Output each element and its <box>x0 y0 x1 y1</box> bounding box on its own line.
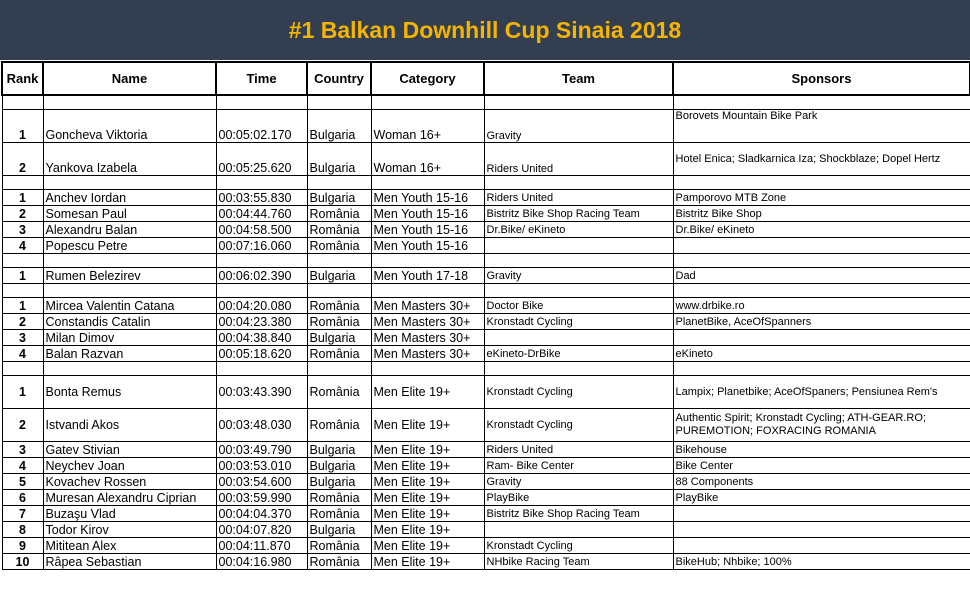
separator-cell <box>307 284 371 298</box>
category-cell: Men Masters 30+ <box>371 298 484 314</box>
country-cell: România <box>307 238 371 254</box>
country-cell: România <box>307 206 371 222</box>
country-cell: România <box>307 554 371 570</box>
sponsors-cell: Dad <box>673 268 970 284</box>
sponsors-cell: Hotel Enica; Sladkarnica Iza; Shockblaze; Dopel Hertz <box>673 143 970 176</box>
separator-cell <box>371 95 484 110</box>
separator-cell <box>2 95 43 110</box>
time-cell: 00:03:48.030 <box>216 409 307 442</box>
rank-cell: 7 <box>2 506 43 522</box>
name-cell: Mircea Valentin Catana <box>43 298 216 314</box>
separator-cell <box>307 362 371 376</box>
country-cell: România <box>307 298 371 314</box>
table-row <box>2 143 970 176</box>
separator-cell <box>307 176 371 190</box>
table-row <box>2 474 970 490</box>
separator-cell <box>484 95 673 110</box>
time-cell: 00:03:43.390 <box>216 376 307 409</box>
team-cell: Gravity <box>484 474 673 490</box>
rank-cell: 1 <box>2 268 43 284</box>
name-cell: Constandis Catalin <box>43 314 216 330</box>
rank-cell: 1 <box>2 190 43 206</box>
separator-cell <box>307 254 371 268</box>
time-cell: 00:03:55.830 <box>216 190 307 206</box>
name-cell: Gatev Stivian <box>43 442 216 458</box>
table-row <box>2 458 970 474</box>
country-cell: Bulgaria <box>307 190 371 206</box>
team-cell: Dr.Bike/ eKineto <box>484 222 673 238</box>
rank-cell: 1 <box>2 110 43 143</box>
separator-cell <box>673 95 970 110</box>
name-cell: Rumen Belezirev <box>43 268 216 284</box>
country-cell: România <box>307 376 371 409</box>
rank-cell: 2 <box>2 206 43 222</box>
table-row <box>2 330 970 346</box>
category-cell: Men Elite 19+ <box>371 554 484 570</box>
separator-cell <box>43 254 216 268</box>
separator-cell <box>371 254 484 268</box>
team-cell: eKineto-DrBike <box>484 346 673 362</box>
sponsors-cell: Dr.Bike/ eKineto <box>673 222 970 238</box>
team-cell: Riders United <box>484 143 673 176</box>
table-row <box>2 268 970 284</box>
column-header-team: Team <box>484 62 673 95</box>
category-cell: Men Elite 19+ <box>371 538 484 554</box>
name-cell: Muresan Alexandru Ciprian <box>43 490 216 506</box>
sponsors-cell <box>673 538 970 554</box>
separator-cell <box>673 176 970 190</box>
table-row <box>2 506 970 522</box>
rank-cell: 10 <box>2 554 43 570</box>
team-cell: Ram- Bike Center <box>484 458 673 474</box>
table-row <box>2 442 970 458</box>
time-cell: 00:05:18.620 <box>216 346 307 362</box>
rank-cell: 4 <box>2 238 43 254</box>
time-cell: 00:04:16.980 <box>216 554 307 570</box>
column-header-country: Country <box>307 62 371 95</box>
time-cell: 00:04:38.840 <box>216 330 307 346</box>
table-row <box>2 190 970 206</box>
separator-cell <box>484 176 673 190</box>
country-cell: Bulgaria <box>307 330 371 346</box>
column-header-category: Category <box>371 62 484 95</box>
name-cell: Buzaşu Vlad <box>43 506 216 522</box>
team-cell: NHbike Racing Team <box>484 554 673 570</box>
sponsors-cell <box>673 238 970 254</box>
rank-cell: 2 <box>2 143 43 176</box>
separator-cell <box>484 284 673 298</box>
country-cell: Bulgaria <box>307 458 371 474</box>
name-cell: Balan Razvan <box>43 346 216 362</box>
separator-cell <box>216 176 307 190</box>
group-separator <box>2 95 970 110</box>
category-cell: Men Elite 19+ <box>371 458 484 474</box>
table-row <box>2 538 970 554</box>
table-row <box>2 376 970 409</box>
category-cell: Men Masters 30+ <box>371 330 484 346</box>
country-cell: România <box>307 346 371 362</box>
title-banner <box>0 0 970 60</box>
table-row <box>2 298 970 314</box>
country-cell: Bulgaria <box>307 268 371 284</box>
team-cell: Riders United <box>484 442 673 458</box>
team-cell: Doctor Bike <box>484 298 673 314</box>
sponsors-cell <box>673 506 970 522</box>
team-cell: Gravity <box>484 268 673 284</box>
separator-cell <box>43 95 216 110</box>
table-row <box>2 522 970 538</box>
time-cell: 00:04:58.500 <box>216 222 307 238</box>
column-header-name: Name <box>43 62 216 95</box>
sponsors-cell <box>673 330 970 346</box>
sponsors-cell: 88 Components <box>673 474 970 490</box>
sponsors-cell <box>673 522 970 538</box>
category-cell: Men Elite 19+ <box>371 409 484 442</box>
rank-cell: 8 <box>2 522 43 538</box>
page-title: #1 Balkan Downhill Cup Sinaia 2018 <box>288 16 682 43</box>
category-cell: Men Masters 30+ <box>371 346 484 362</box>
name-cell: Neychev Joan <box>43 458 216 474</box>
separator-cell <box>307 95 371 110</box>
sponsors-cell: eKineto <box>673 346 970 362</box>
time-cell: 00:04:23.380 <box>216 314 307 330</box>
country-cell: România <box>307 506 371 522</box>
time-cell: 00:04:44.760 <box>216 206 307 222</box>
team-cell: Riders United <box>484 190 673 206</box>
separator-cell <box>371 284 484 298</box>
name-cell: Milan Dimov <box>43 330 216 346</box>
group-separator <box>2 362 970 376</box>
team-cell: Bistritz Bike Shop Racing Team <box>484 506 673 522</box>
column-header-time: Time <box>216 62 307 95</box>
table-row <box>2 409 970 442</box>
separator-cell <box>2 254 43 268</box>
group-separator <box>2 284 970 298</box>
team-cell: Kronstadt Cycling <box>484 376 673 409</box>
team-cell: Gravity <box>484 110 673 143</box>
rank-cell: 1 <box>2 298 43 314</box>
category-cell: Men Elite 19+ <box>371 442 484 458</box>
country-cell: România <box>307 538 371 554</box>
time-cell: 00:03:59.990 <box>216 490 307 506</box>
separator-cell <box>371 176 484 190</box>
results-body <box>2 95 970 570</box>
sponsors-cell: Authentic Spirit; Kronstadt Cycling; ATH-GEAR.RO; PUREMOTION; FOXRACING ROMANIA <box>673 409 970 442</box>
category-cell: Men Elite 19+ <box>371 376 484 409</box>
table-row <box>2 314 970 330</box>
separator-cell <box>43 284 216 298</box>
team-cell <box>484 522 673 538</box>
separator-cell <box>216 284 307 298</box>
name-cell: Todor Kirov <box>43 522 216 538</box>
separator-cell <box>371 362 484 376</box>
country-cell: Bulgaria <box>307 522 371 538</box>
rank-cell: 1 <box>2 376 43 409</box>
rank-cell: 9 <box>2 538 43 554</box>
separator-cell <box>2 176 43 190</box>
rank-cell: 4 <box>2 346 43 362</box>
name-cell: Popescu Petre <box>43 238 216 254</box>
team-cell <box>484 330 673 346</box>
name-cell: Bonta Remus <box>43 376 216 409</box>
separator-cell <box>43 176 216 190</box>
category-cell: Men Elite 19+ <box>371 522 484 538</box>
table-row <box>2 554 970 570</box>
time-cell: 00:03:53.010 <box>216 458 307 474</box>
sponsors-cell: www.drbike.ro <box>673 298 970 314</box>
separator-cell <box>2 362 43 376</box>
separator-cell <box>484 254 673 268</box>
group-separator <box>2 254 970 268</box>
country-cell: Bulgaria <box>307 442 371 458</box>
country-cell: România <box>307 314 371 330</box>
name-cell: Goncheva Viktoria <box>43 110 216 143</box>
time-cell: 00:04:20.080 <box>216 298 307 314</box>
sponsors-cell: Borovets Mountain Bike Park <box>673 110 970 143</box>
sponsors-cell: PlanetBike, AceOfSpanners <box>673 314 970 330</box>
separator-cell <box>484 362 673 376</box>
rank-cell: 6 <box>2 490 43 506</box>
time-cell: 00:03:54.600 <box>216 474 307 490</box>
rank-cell: 3 <box>2 222 43 238</box>
table-row <box>2 490 970 506</box>
name-cell: Râpea Sebastian <box>43 554 216 570</box>
category-cell: Men Youth 15-16 <box>371 222 484 238</box>
separator-cell <box>216 362 307 376</box>
category-cell: Woman 16+ <box>371 110 484 143</box>
team-cell <box>484 238 673 254</box>
category-cell: Men Youth 15-16 <box>371 190 484 206</box>
table-row <box>2 222 970 238</box>
table-row <box>2 206 970 222</box>
rank-cell: 5 <box>2 474 43 490</box>
separator-cell <box>2 284 43 298</box>
rank-cell: 4 <box>2 458 43 474</box>
name-cell: Yankova Izabela <box>43 143 216 176</box>
team-cell: Kronstadt Cycling <box>484 409 673 442</box>
table-row <box>2 110 970 143</box>
name-cell: Somesan Paul <box>43 206 216 222</box>
separator-cell <box>216 254 307 268</box>
country-cell: Bulgaria <box>307 110 371 143</box>
category-cell: Woman 16+ <box>371 143 484 176</box>
sponsors-cell: BikeHub; Nhbike; 100% <box>673 554 970 570</box>
sponsors-cell: Lampix; Planetbike; AceOfSpaners; Pensiunea Rem's <box>673 376 970 409</box>
separator-cell <box>43 362 216 376</box>
category-cell: Men Masters 30+ <box>371 314 484 330</box>
time-cell: 00:07:16.060 <box>216 238 307 254</box>
team-cell: Kronstadt Cycling <box>484 314 673 330</box>
header-row <box>2 62 970 95</box>
team-cell: Bistritz Bike Shop Racing Team <box>484 206 673 222</box>
country-cell: România <box>307 490 371 506</box>
time-cell: 00:05:25.620 <box>216 143 307 176</box>
category-cell: Men Youth 15-16 <box>371 206 484 222</box>
separator-cell <box>216 95 307 110</box>
sponsors-cell: PlayBike <box>673 490 970 506</box>
team-cell: PlayBike <box>484 490 673 506</box>
time-cell: 00:04:11.870 <box>216 538 307 554</box>
team-cell: Kronstadt Cycling <box>484 538 673 554</box>
sponsors-cell: Bistritz Bike Shop <box>673 206 970 222</box>
rank-cell: 3 <box>2 330 43 346</box>
table-row <box>2 346 970 362</box>
name-cell: Alexandru Balan <box>43 222 216 238</box>
time-cell: 00:05:02.170 <box>216 110 307 143</box>
time-cell: 00:06:02.390 <box>216 268 307 284</box>
sponsors-cell: Bikehouse <box>673 442 970 458</box>
name-cell: Istvandi Akos <box>43 409 216 442</box>
results-table <box>1 61 970 570</box>
category-cell: Men Elite 19+ <box>371 506 484 522</box>
separator-cell <box>673 254 970 268</box>
separator-cell <box>673 362 970 376</box>
category-cell: Men Elite 19+ <box>371 474 484 490</box>
category-cell: Men Elite 19+ <box>371 490 484 506</box>
sponsors-cell: Bike Center <box>673 458 970 474</box>
name-cell: Anchev Iordan <box>43 190 216 206</box>
country-cell: Bulgaria <box>307 474 371 490</box>
category-cell: Men Youth 15-16 <box>371 238 484 254</box>
column-header-rank: Rank <box>2 62 43 95</box>
sponsors-cell: Pamporovo MTB Zone <box>673 190 970 206</box>
time-cell: 00:04:04.370 <box>216 506 307 522</box>
table-row <box>2 238 970 254</box>
country-cell: Bulgaria <box>307 143 371 176</box>
column-header-sponsors: Sponsors <box>673 62 970 95</box>
name-cell: Mititean Alex <box>43 538 216 554</box>
rank-cell: 3 <box>2 442 43 458</box>
separator-cell <box>673 284 970 298</box>
time-cell: 00:03:49.790 <box>216 442 307 458</box>
time-cell: 00:04:07.820 <box>216 522 307 538</box>
country-cell: România <box>307 222 371 238</box>
rank-cell: 2 <box>2 314 43 330</box>
group-separator <box>2 176 970 190</box>
category-cell: Men Youth 17-18 <box>371 268 484 284</box>
rank-cell: 2 <box>2 409 43 442</box>
name-cell: Kovachev Rossen <box>43 474 216 490</box>
country-cell: România <box>307 409 371 442</box>
